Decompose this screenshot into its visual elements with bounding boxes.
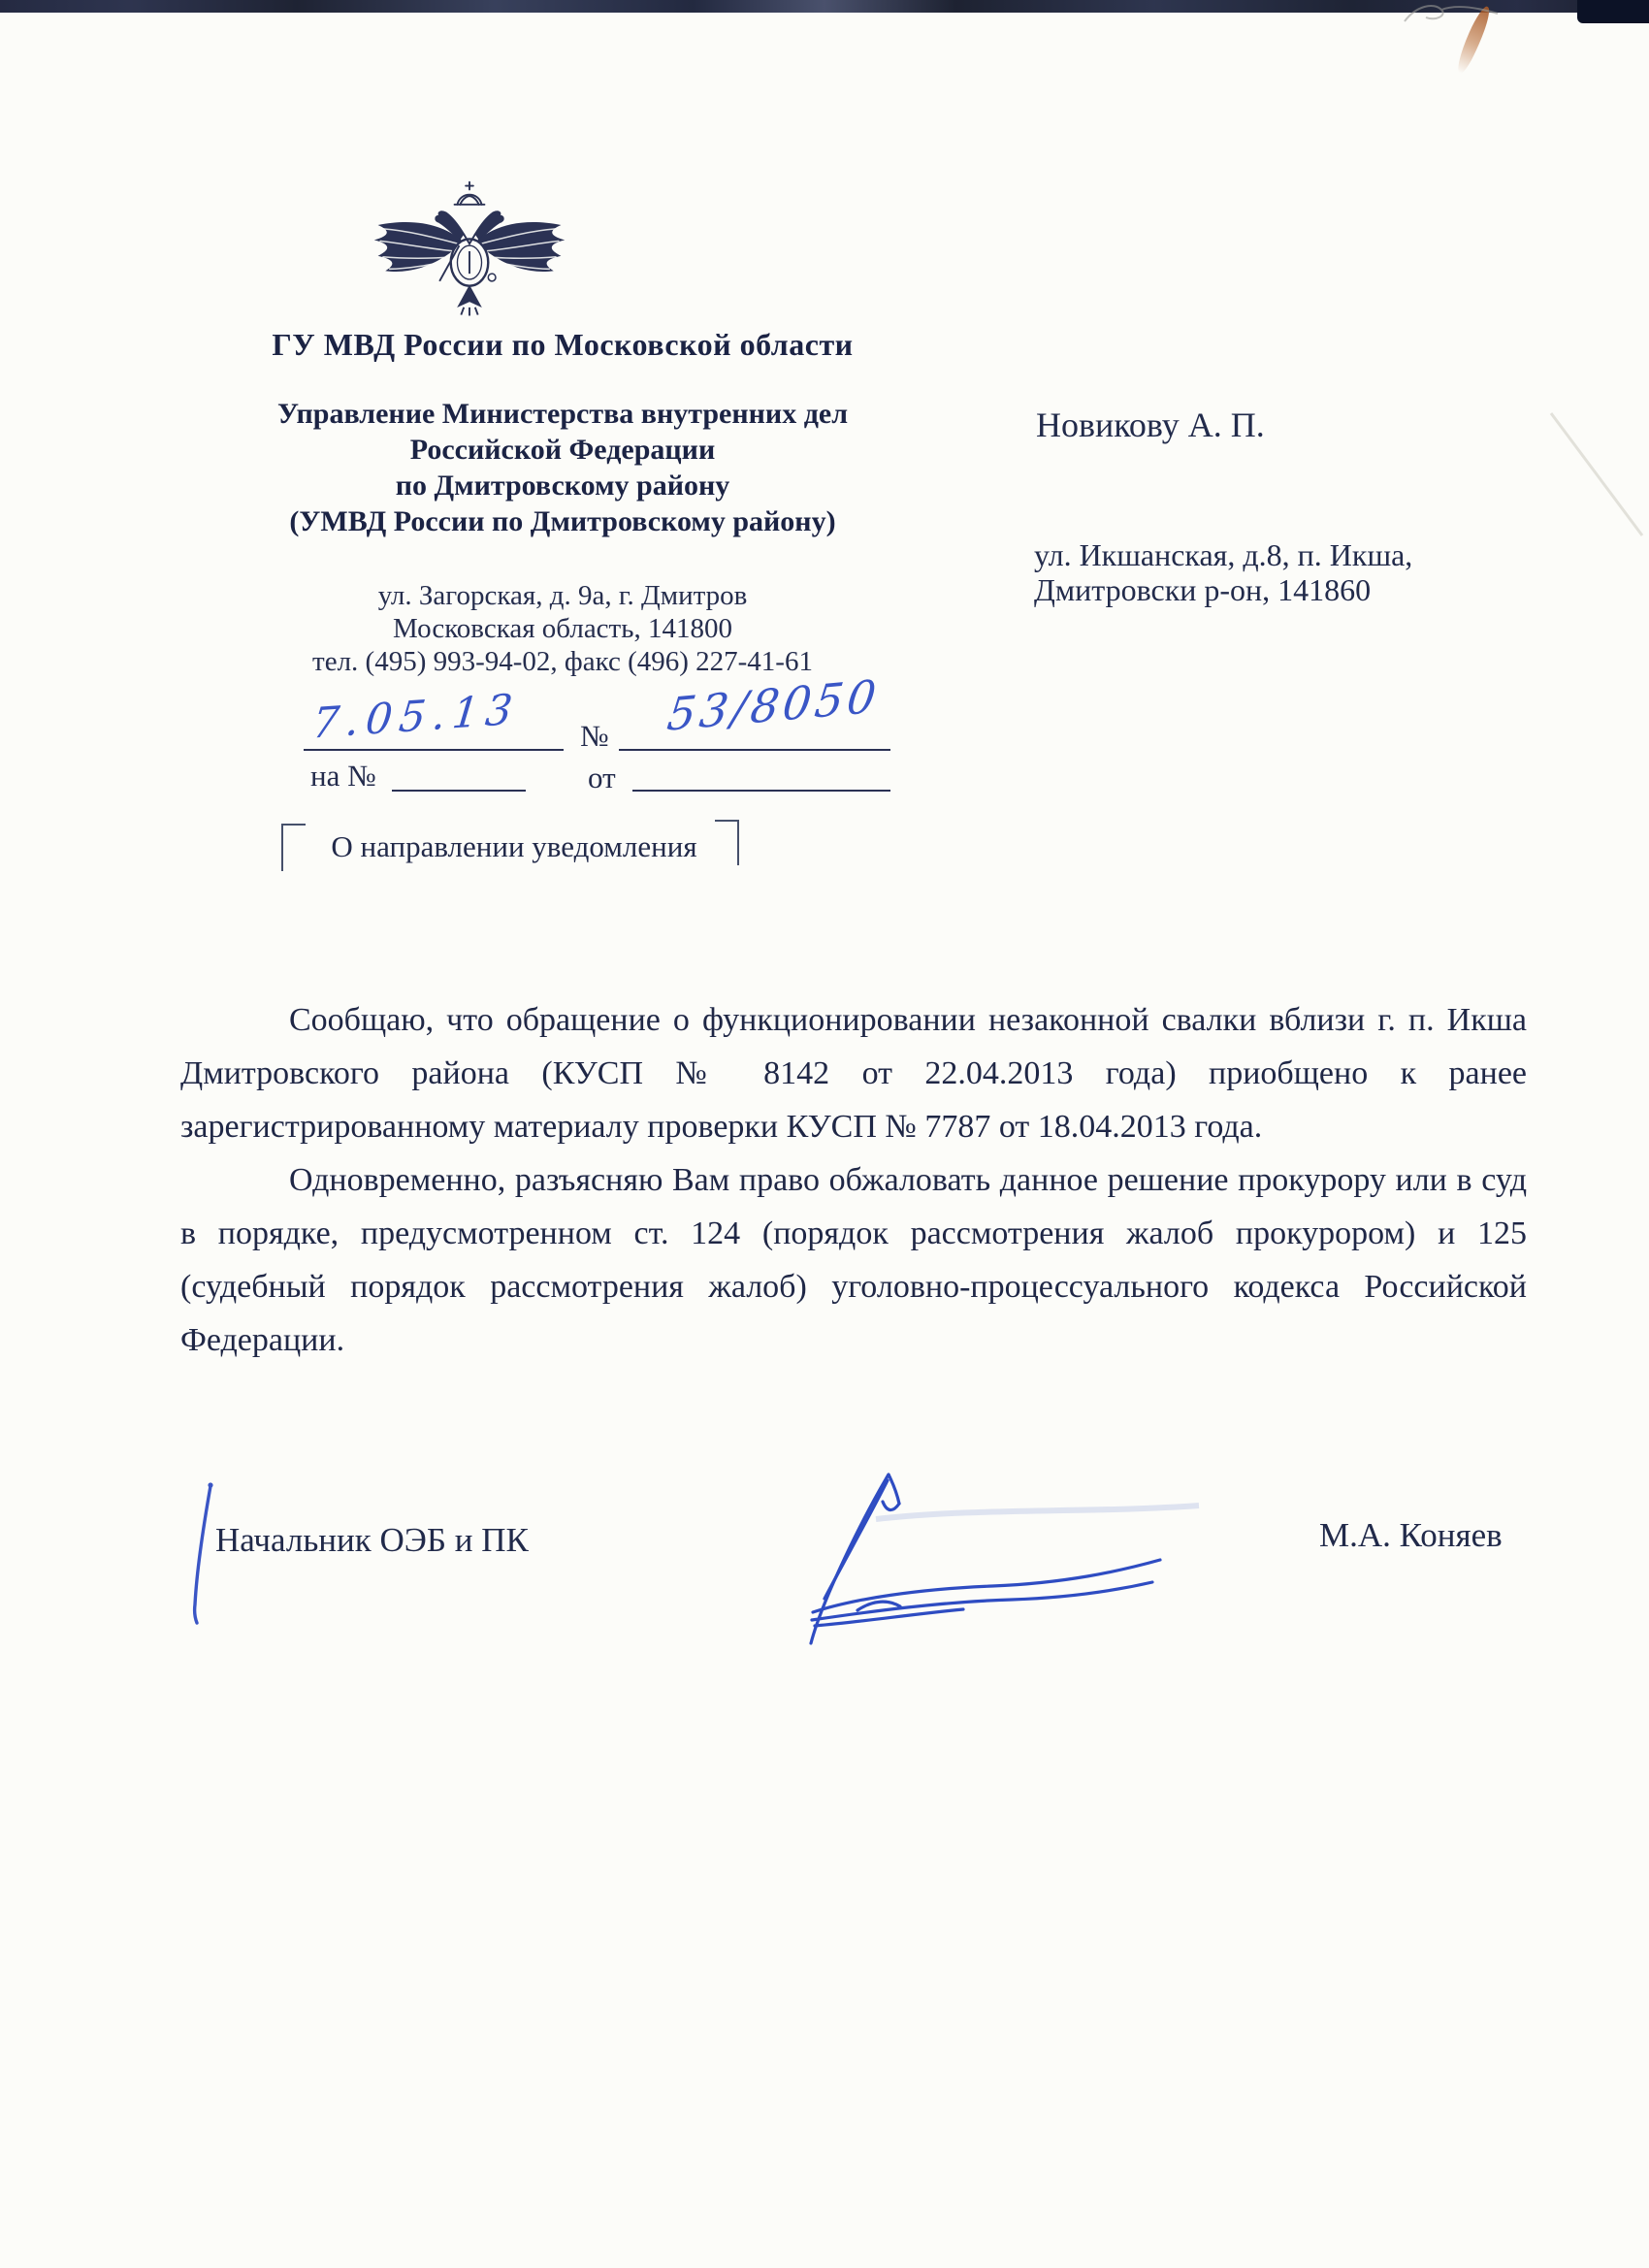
subject-line: О направлении уведомления (331, 829, 697, 863)
recipient-address-block (1034, 537, 1412, 607)
reply-number-label: на № (310, 759, 376, 793)
recipient-address-line: Дмитровски р-он, 141860 (1034, 572, 1372, 607)
handwritten-signature-icon (764, 1451, 1203, 1663)
address-line: Московская область, 141800 (393, 613, 732, 644)
date-underline (304, 749, 564, 751)
body-paragraph: Сообщаю, что обращение о функционировании незаконной свалки вблизи г. п. Икша Дмитровского района (КУСП № 8142 от 22.04.2013 года) приобщено к ранее зарегистрированному материалу проверки КУСП № 7787 от 18.04.2013 года. (180, 1002, 1527, 1145)
pencil-squiggle-mark (1397, 0, 1504, 39)
double-headed-eagle-icon (367, 178, 572, 324)
recipient-name: Новикову А. П. (1036, 405, 1265, 444)
reply-date-underline (632, 790, 890, 792)
signer-name: М.А. Коняев (1319, 1516, 1503, 1554)
organization-name-block (146, 396, 980, 539)
handwritten-outgoing-number: 53/8050 (664, 669, 884, 741)
recipient-address-line: ул. Икшанская, д.8, п. Икша, (1034, 537, 1413, 572)
handwritten-date: 7.05.13 (309, 685, 522, 749)
reply-date-label: от (588, 761, 616, 794)
org-line: по Дмитровскому району (395, 470, 730, 502)
agency-parent-title: ГУ МВД России по Московской области (272, 327, 854, 362)
signer-title: Начальник ОЭБ и ПК (215, 1521, 529, 1559)
address-line: тел. (495) 993-94-02, факс (496) 227-41-61 (312, 646, 813, 677)
subject-corner-bracket-left (281, 824, 306, 871)
number-label: № (580, 719, 609, 753)
org-line: Российской Федерации (409, 434, 716, 466)
reply-number-underline (392, 790, 526, 792)
body-paragraph: Одновременно, разъясняю Вам право обжаловать данное решение прокурору или в суд в порядке, предусмотренном ст. 124 (порядок рассмотрения жалоб прокурором) и 125 (судебный порядок рассмотрения жалоб) уголовно-процессуального кодекса Российской Федерации. (180, 1162, 1527, 1358)
paper-crease-mark (1537, 407, 1649, 543)
scan-artifact-corner (1577, 0, 1649, 23)
org-line: (УМВД России по Дмитровскому району) (289, 505, 836, 537)
letter-body (180, 993, 1527, 1367)
org-line: Управление Министерства внутренних дел (276, 398, 849, 430)
number-underline (619, 749, 890, 751)
organization-address-block (146, 579, 980, 678)
address-line: ул. Загорская, д. 9а, г. Дмитров (377, 580, 748, 611)
subject-corner-bracket-right (715, 820, 739, 865)
